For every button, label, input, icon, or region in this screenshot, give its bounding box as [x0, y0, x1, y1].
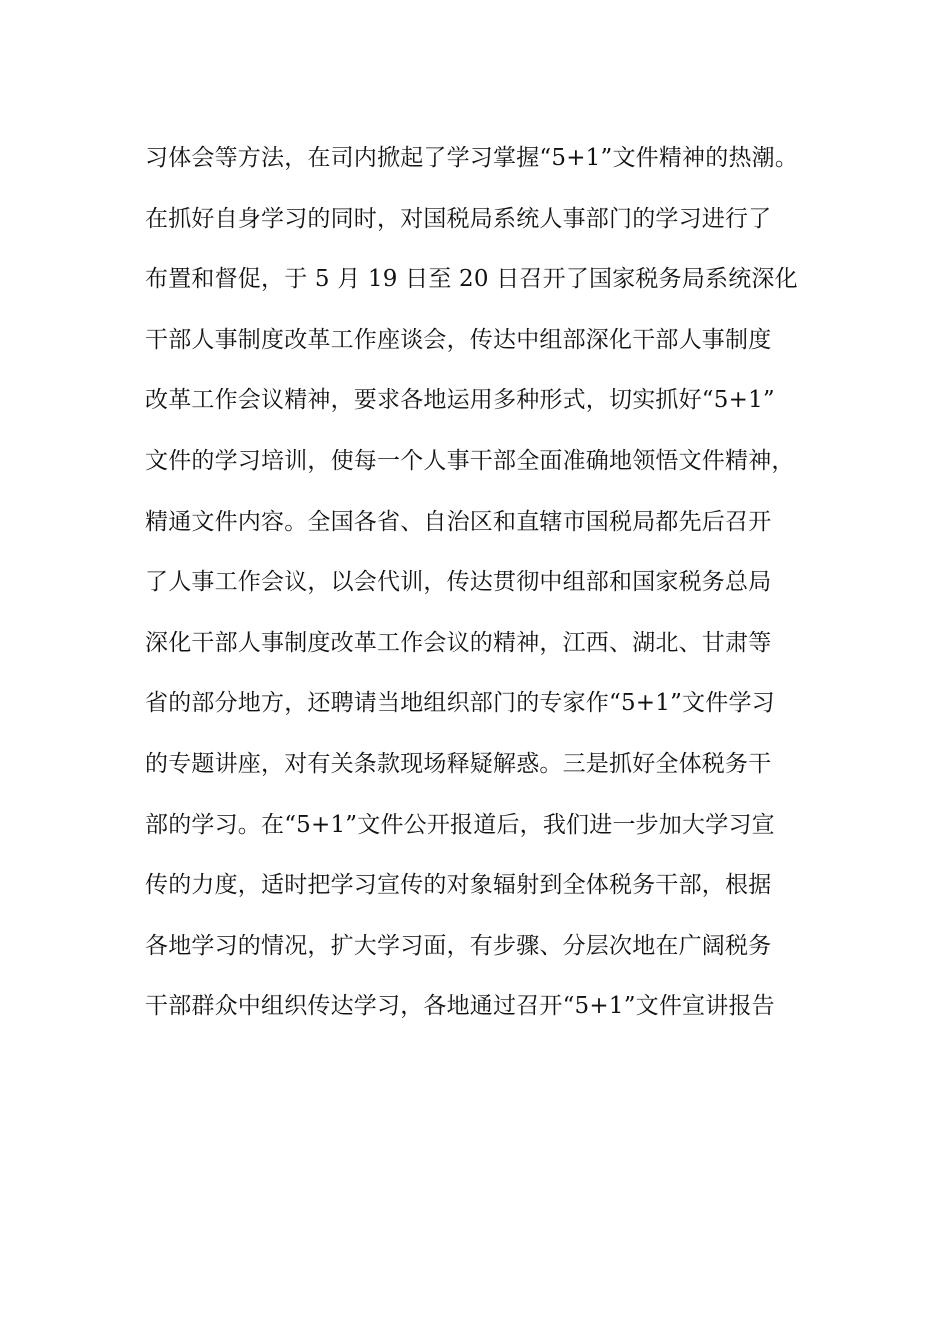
text-line: 了人事工作会议，以会代训，传达贯彻中组部和国家税务总局: [145, 569, 772, 596]
text-line: 省的部分地方，还聘请当地组织部门的专家作“5+1”文件学习: [145, 690, 775, 717]
text-line: 在抓好自身学习的同时，对国税局系统人事部门的学习进行了: [145, 205, 772, 232]
text-line: 文件的学习培训，使每一个人事干部全面准确地领悟文件精神，: [145, 447, 795, 474]
text-line: 精通文件内容。全国各省、自治区和直辖市国税局都先后召开: [145, 508, 772, 535]
text-line: 布置和督促，于 5 月 19 日至 20 日召开了国家税务局系统深化: [145, 266, 798, 293]
text-line: 干部人事制度改革工作座谈会，传达中组部深化干部人事制度: [145, 326, 772, 353]
text-line: 深化干部人事制度改革工作会议的精神，江西、湖北、甘肃等: [145, 629, 772, 656]
body-text: [145, 128, 845, 1037]
text-line: 的专题讲座，对有关条款现场释疑解惑。三是抓好全体税务干: [145, 750, 772, 777]
text-line: 部的学习。在“5+1”文件公开报道后，我们进一步加大学习宣: [145, 811, 775, 838]
text-line: 改革工作会议精神，要求各地运用多种形式，切实抓好“5+1”: [145, 387, 775, 414]
text-line: 干部群众中组织传达学习，各地通过召开“5+1”文件宣讲报告: [145, 993, 775, 1020]
text-line: 传的力度，适时把学习宣传的对象辐射到全体税务干部，根据: [145, 872, 772, 899]
text-line: 习体会等方法，在司内掀起了学习掌握“5+1”文件精神的热潮。: [145, 145, 799, 171]
text-line: 各地学习的情况，扩大学习面，有步骤、分层次地在广阔税务: [145, 932, 772, 959]
